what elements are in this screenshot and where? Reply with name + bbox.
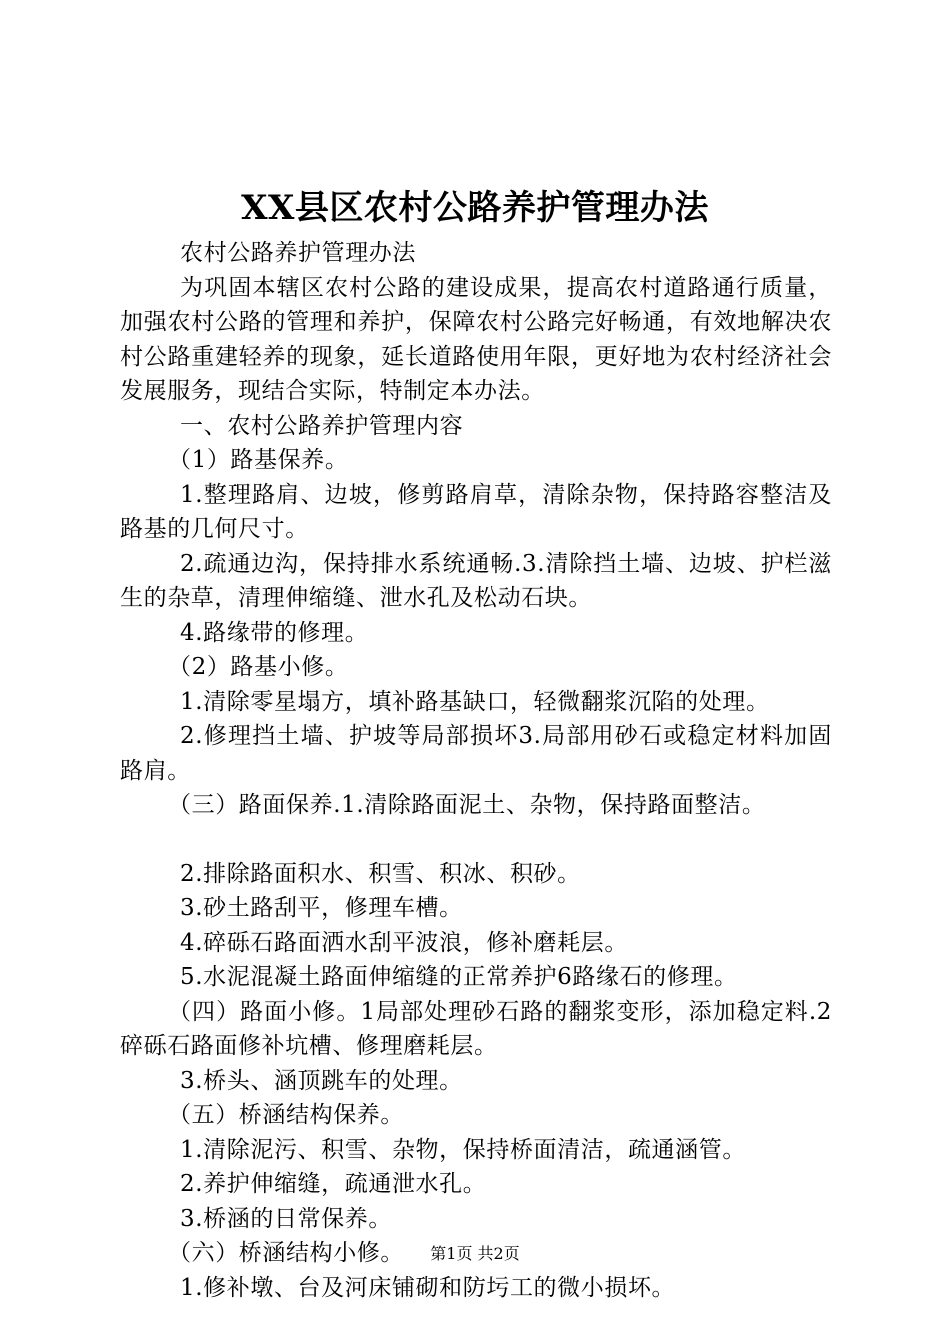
subsection-heading: （五）桥涵结构保养。 [168, 1102, 404, 1128]
list-item: 4.碎砾石路面洒水刮平波浪，修补磨耗层。 [180, 929, 628, 956]
subsection-heading: （2）路基小修。 [168, 654, 349, 680]
list-item: 3.砂土路刮平，修理车槽。 [180, 895, 463, 921]
list-item: 2.修理挡土墙、护坡等局部损坏3.局部用砂石或稳定材料加固路肩。 [120, 723, 832, 784]
paragraph-intro: 为巩固本辖区农村公路的建设成果，提高农村道路通行质量，加强农村公路的管理和养护，保障农村公路完好畅通，有效地解决农村公路重建轻养的现象，延长道路使用年限，更好地为农村经济社会发展服务，现结合实际，特制定本办法。 [120, 274, 832, 404]
subsection-heading: （1）路基保养。 [168, 447, 349, 473]
list-item: 2.养护伸缩缝，疏通泄水孔。 [180, 1171, 487, 1197]
paragraph-gap [120, 823, 832, 857]
paragraph-subtitle: 农村公路养护管理办法 [180, 240, 416, 266]
page-footer: 第1页 共2页 [430, 1244, 520, 1263]
list-item: 3.桥头、涵顶跳车的处理。 [180, 1067, 463, 1094]
list-item: 2.排除路面积水、积雪、积冰、积砂。 [180, 860, 581, 887]
subsection-heading: （六）桥涵结构小修。 [168, 1240, 404, 1266]
list-item: 5.水泥混凝土路面伸缩缝的正常养护6路缘石的修理。 [180, 964, 738, 990]
list-item: 3.桥涵的日常保养。 [180, 1205, 392, 1232]
list-item: 1.整理路肩、边坡，修剪路肩草，清除杂物，保持路容整洁及路基的几何尺寸。 [120, 481, 832, 542]
list-item: 1.清除泥污、积雪、杂物，保持桥面清洁，疏通涵管。 [180, 1136, 746, 1163]
list-item: 4.路缘带的修理。 [180, 619, 369, 646]
subsection-heading: （四）路面小修。1局部处理砂石路的翻浆变形，添加稳定料.2碎砾石路面修补坑槽、修理磨耗层。 [120, 998, 832, 1059]
list-item: 1.清除零星塌方，填补路基缺口，轻微翻浆沉陷的处理。 [180, 688, 770, 715]
document-title: XX县区农村公路养护管理办法 [241, 188, 709, 228]
list-item: 2.疏通边沟，保持排水系统通畅.3.清除挡土墙、边坡、护栏滋生的杂草，清理伸缩缝、泄水孔及松动石块。 [120, 550, 832, 611]
section-heading-1: 一、农村公路养护管理内容 [180, 412, 464, 439]
document-body [120, 236, 832, 1305]
list-item: 1.修补墩、台及河床铺砌和防圬工的微小损坏。 [180, 1274, 676, 1301]
subsection-heading: （三）路面保养.1.清除路面泥土、杂物，保持路面整洁。 [168, 792, 766, 818]
